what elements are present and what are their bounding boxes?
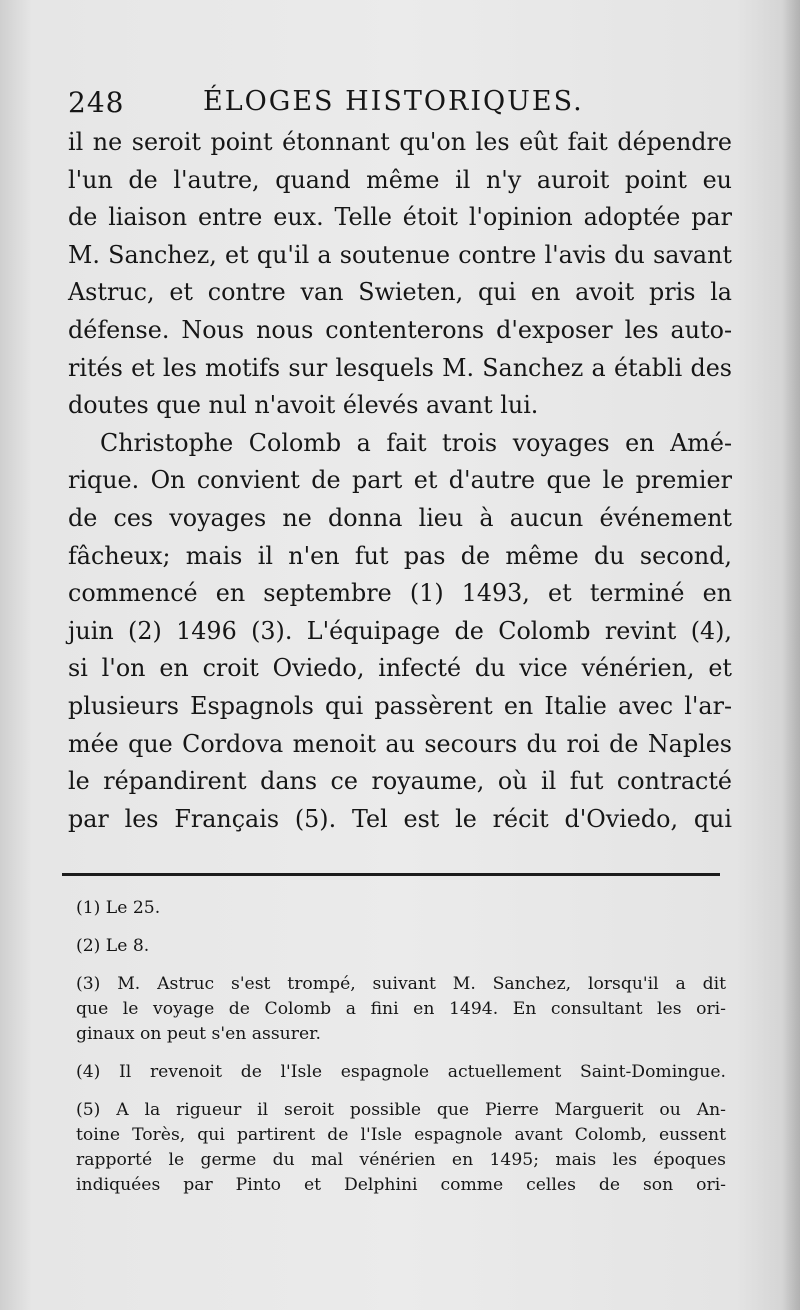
footnote-line: toine Torès, qui partirent de l'Isle espagnole avant Colomb, eussent [76,1125,726,1145]
text-line: plusieurs Espagnols qui passèrent en Italie avec l'ar- [68,691,732,720]
text-line: commencé en septembre (1) 1493, et terminé en [68,579,732,608]
text-line: M. Sanchez, et qu'il a soutenue contre l'avis du savant [68,240,732,269]
footnote-line: (5) A la rigueur il seroit possible que Pierre Marguerit ou An- [76,1100,726,1120]
page-header [68,80,728,124]
footnote-4: (4) Il revenoit de l'Isle espagnole actuellement Saint-Domingue. [76,1062,726,1082]
footnotes [76,896,726,1198]
text-line: si l'on en croit Oviedo, infecté du vice vénérien, et [68,654,732,683]
text-line: défense. Nous nous contenterons d'exposer les auto- [68,315,732,344]
footnote-2: (2) Le 8. [76,936,150,956]
footnote-1: (1) Le 25. [76,898,161,918]
text-line: de liaison entre eux. Telle étoit l'opinion adoptée par [68,203,732,232]
page-number: 248 [68,86,125,119]
text-line: l'un de l'autre, quand même il n'y auroit point eu [68,165,732,194]
footnote-5 [76,1098,726,1198]
text-line: rique. On convient de part et d'autre que le premier [68,466,732,495]
footnote-line: (3) M. Astruc s'est trompé, suivant M. Sanchez, lorsqu'il a dit [76,974,726,994]
footnote-line: indiquées par Pinto et Delphini comme celles de son ori- [76,1175,726,1195]
text-line: Christophe Colomb a fait trois voyages en Amé- [100,428,732,457]
footnote-line: ginaux on peut s'en assurer. [76,1024,321,1044]
text-line: Astruc, et contre van Swieten, qui en avoit pris la [68,278,732,307]
text-line: par les Français (5). Tel est le récit d'Oviedo, qui [68,804,732,833]
main-text [68,124,732,838]
text-line: il ne seroit point étonnant qu'on les eût fait dépendre [68,128,732,156]
text-line: mée que Cordova menoit au secours du roi de Naples [68,729,732,758]
text-line: le répandirent dans ce royaume, où il fut contracté [68,767,732,796]
footnote-rule [62,873,720,876]
footnote-line: rapporté le germe du mal vénérien en 1495; mais les époques [76,1150,726,1170]
text-line: doutes que nul n'avoit élevés avant lui. [68,391,539,420]
footnote-line: que le voyage de Colomb a fini en 1494. En consultant les ori- [76,999,726,1019]
text-line: fâcheux; mais il n'en fut pas de même du second, [68,541,732,570]
running-title: ÉLOGES HISTORIQUES. [203,86,584,117]
text-line: juin (2) 1496 (3). L'équipage de Colomb revint (4), [68,616,732,645]
page-edge-shadow [782,0,800,1310]
footnote-3 [76,972,726,1047]
text-line: de ces voyages ne donna lieu à aucun événement [68,503,732,532]
text-line: rités et les motifs sur lesquels M. Sanchez a établi des [68,353,732,382]
